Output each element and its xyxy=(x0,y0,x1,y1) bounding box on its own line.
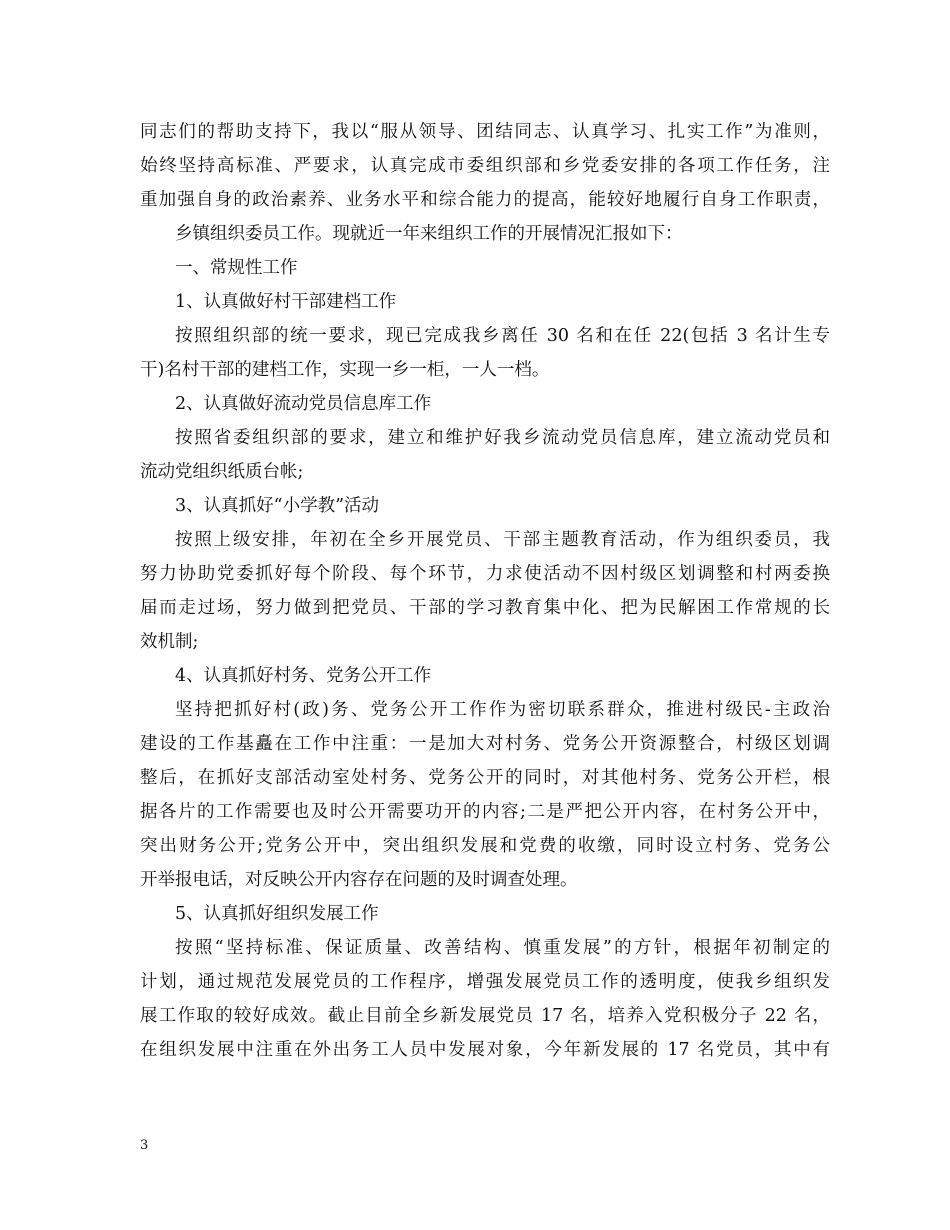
text-line: 干)名村干部的建档工作，实现一乡一柜，一人一档。 xyxy=(140,360,550,380)
subsection-heading: 4、认真抓好村务、党务公开工作 xyxy=(175,666,432,686)
text-line: 突出财务公开;党务公开中，突出组织发展和党费的收缴，同时设立村务、党务公 xyxy=(140,836,830,856)
text-line: 据各片的工作需要也及时公开需要功开的内容;二是严把公开内容，在村务公开中， xyxy=(140,802,830,822)
text-line: 展工作取的较好成效。截止目前全乡新发展党员 17 名，培养入党积极分子 22 名， xyxy=(140,1006,830,1026)
text-line: 按照组织部的统一要求，现已完成我乡离任 30 名和在任 22(包括 3 名计生专 xyxy=(175,326,830,346)
text-line: 建设的工作基矗在工作中注重：一是加大对村务、党务公开资源整合，村级区划调 xyxy=(140,734,830,754)
text-line: 在组织发展中注重在外出务工人员中发展对象，今年新发展的 17 名党员，其中有 xyxy=(140,1040,830,1060)
document-body xyxy=(140,115,830,1067)
text-line: 始终坚持高标准、严要求，认真完成市委组织部和乡党委安排的各项工作任务，注 xyxy=(140,156,830,176)
text-line: 乡镇组织委员工作。现就近一年来组织工作的开展情况汇报如下： xyxy=(175,224,683,244)
text-line: 计划，通过规范发展党员的工作程序，增强发展党员工作的透明度，使我乡组织发 xyxy=(140,972,830,992)
text-line: 按照“坚持标准、保证质量、改善结构、慎重发展”的方针，根据年初制定的 xyxy=(175,938,830,958)
text-line: 按照上级安排，年初在全乡开展党员、干部主题教育活动，作为组织委员，我 xyxy=(175,530,830,550)
text-line: 效机制; xyxy=(140,632,199,652)
page-number: 3 xyxy=(140,1138,149,1153)
subsection-heading: 2、认真做好流动党员信息库工作 xyxy=(175,394,432,414)
text-line: 整后，在抓好支部活动室处村务、党务公开的同时，对其他村务、党务公开栏，根 xyxy=(140,768,830,788)
text-line: 开举报电话，对反映公开内容存在问题的及时调查处理。 xyxy=(140,870,578,890)
subsection-heading: 5、认真抓好组织发展工作 xyxy=(175,904,379,924)
subsection-heading: 3、认真抓好“小学教”活动 xyxy=(175,496,380,516)
text-line: 坚持把抓好村(政)务、党务公开工作作为密切联系群众，推进村级民-主政治 xyxy=(175,700,830,720)
text-line: 努力协助党委抓好每个阶段、每个环节，力求使活动不因村级区划调整和村两委换 xyxy=(140,564,830,584)
text-line: 届而走过场，努力做到把党员、干部的学习教育集中化、把为民解困工作常规的长 xyxy=(140,598,830,618)
section-heading: 一、常规性工作 xyxy=(175,258,298,278)
text-line: 重加强自身的政治素养、业务水平和综合能力的提高，能较好地履行自身工作职责， xyxy=(140,190,830,210)
text-line: 同志们的帮助支持下，我以“服从领导、团结同志、认真学习、扎实工作”为准则， xyxy=(140,122,830,142)
text-line: 流动党组织纸质台帐; xyxy=(140,462,304,482)
subsection-heading: 1、认真做好村干部建档工作 xyxy=(175,292,397,312)
text-line: 按照省委组织部的要求，建立和维护好我乡流动党员信息库，建立流动党员和 xyxy=(175,428,830,448)
